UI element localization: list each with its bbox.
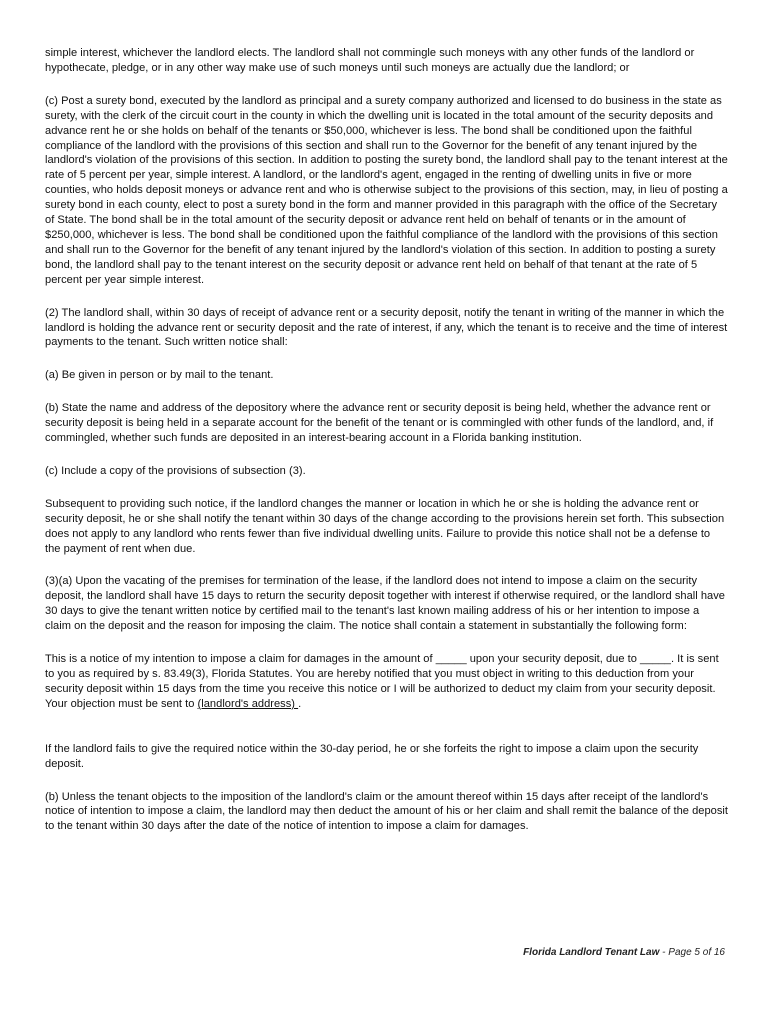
footer-title: Florida Landlord Tenant Law (523, 947, 660, 958)
paragraph-surety-bond: (c) Post a surety bond, executed by the landlord as principal and a surety company authorized and licensed to do business in the state as surety, with the clerk of the circuit court in the county in which the dwelling unit is located in the total amount of the security deposits and advance rent he or she holds on behalf of the tenants or $50,000, whichever is less. The bond shall be conditioned upon the faithful compliance of the landlord with the provisions of this section and shall run to the Governor for the benefit of any tenant injured by the landlord's violation of the provisions of this section. In addition to posting the surety bond, the landlord shall pay to the tenant interest at the rate of 5 percent per year, simple interest. A landlord, or the landlord's agent, engaged in the renting of dwelling units in five or more counties, who holds deposit moneys or advance rent and who is otherwise subject to the provisions of this section, may, in lieu of posting a surety bond in each county, elect to post a surety bond in the form and manner provided in this paragraph with the office of the Secretary of State. The bond shall be in the total amount of the security deposit or advance rent held on behalf of tenants or in the amount of $250,000, whichever is less. The bond shall be conditioned upon the faithful compliance of the landlord with the provisions of this section and shall run to the Governor for the benefit of any tenant injured by the landlord's violation of this section. In addition to posting a surety bond, the landlord shall pay to the tenant interest on the security deposit or advance rent held on behalf of that tenant at the rate of 5 percent per year simple interest. (45, 94, 728, 286)
paragraph-include-copy: (c) Include a copy of the provisions of subsection (3). (45, 464, 306, 477)
paragraph-claim-notice-form (45, 652, 728, 712)
paragraph-interest-continuation: simple interest, whichever the landlord elects. The landlord shall not commingle such moneys with any other funds of the landlord or hypothecate, pledge, or in any other way make use of such moneys until such moneys are actually due the landlord; or (45, 47, 695, 74)
paragraph-given-in-person: (a) Be given in person or by mail to the tenant. (45, 369, 274, 382)
landlord-address-blank: (landlord's address) (197, 697, 299, 710)
footer-separator: - (659, 947, 669, 958)
paragraph-vacating-premises: (3)(a) Upon the vacating of the premises for termination of the lease, if the landlord does not intend to impose a claim on the security deposit, the landlord shall have 15 days to return the security deposit together with interest if otherwise required, or the landlord shall have 30 days to give the tenant written notice by certified mail to the tenant's last known mailing address of his or her intention to impose a claim on the deposit and the reason for imposing the claim. The notice shall contain a statement in substantially the following form: (45, 575, 725, 633)
document-body (45, 46, 728, 852)
paragraph-subsequent-notice: Subsequent to providing such notice, if the landlord changes the manner or location in which he or she is holding the advance rent or security deposit, he or she shall notify the tenant within 30 days of the change according to the provisions herein set forth. This subsection does not apply to any landlord who rents fewer than five individual dwelling units. Failure to provide this notice shall not be a defense to the payment of rent when due. (45, 497, 725, 555)
footer-page-number: Page 5 of 16 (668, 947, 725, 958)
paragraph-depository-info: (b) State the name and address of the depository where the advance rent or security deposit is being held, whether the advance rent or security deposit is being held in a separate account for the benefit of the tenant or is commingled with other funds of the landlord, and, if commingled, whether such funds are deposited in an interest-bearing account in a Florida banking institution. (45, 402, 714, 445)
paragraph-notice-requirement: (2) The landlord shall, within 30 days of receipt of advance rent or a security deposit, notify the tenant in writing of the manner in which the landlord is holding the advance rent or security deposit and the rate of interest, if any, which the tenant is to receive and the time of interest payments to the tenant. Such written notice shall: (45, 306, 728, 349)
claim-notice-end: . (298, 697, 302, 710)
page-footer (523, 947, 725, 958)
paragraph-forfeit-right: If the landlord fails to give the required notice within the 30-day period, he or she forfeits the right to impose a claim upon the security deposit. (45, 742, 699, 770)
paragraph-tenant-objection: (b) Unless the tenant objects to the imposition of the landlord's claim or the amount thereof within 15 days after receipt of the landlord's notice of intention to impose a claim, the landlord may then deduct the amount of his or her claim and shall remit the balance of the deposit to the tenant within 30 days after the date of the notice of intention to impose a claim for damages. (45, 790, 729, 833)
claim-notice-text: This is a notice of my intention to impose a claim for damages in the amount of _____ upon your security deposit, due to _____. It is sent to you as required by s. 83.49(3), Florida Statutes. You are hereby notified that you must object in writing to this deduction from your security deposit within 15 days from the time you receive this notice or I will be authorized to deduct my claim from your security deposit. Your objection must be sent to (45, 653, 719, 710)
